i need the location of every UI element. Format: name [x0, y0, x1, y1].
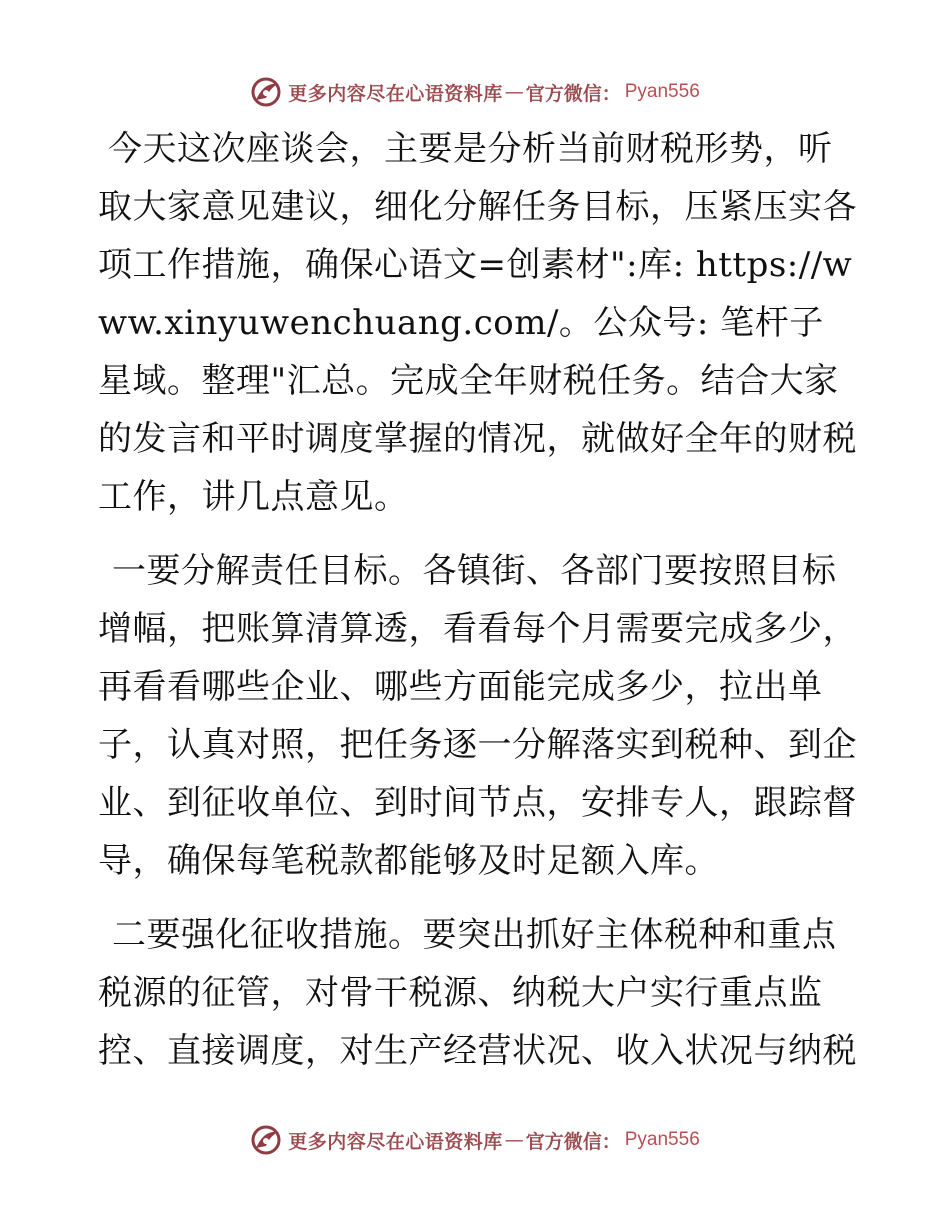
header-banner — [0, 72, 950, 112]
footer-wechat-id: Pyan556 — [624, 1129, 700, 1150]
footer-wechat-label: 官方微信： — [525, 1130, 621, 1153]
brand-logo-icon — [250, 1124, 282, 1156]
paragraph-intro: 今天这次座谈会，主要是分析当前财税形势，听取大家意见建议，细化分解任务目标，压紧压实各项工作措施，确保心语文=创素材":库: https://www.xinyuwenchuang.com/。公众号: 笔杆子星域。整理"汇总。完成全年财税任务。结合大家的发言和平时调度掌握的情况，就做好全年的财税工作，讲几点意见。 — [98, 129, 857, 517]
brand-logo-icon — [250, 76, 282, 108]
header-wechat-id: Pyan556 — [624, 81, 700, 102]
paragraph-point-two: 二要强化征收措施。要突出抓好主体税种和重点税源的征管，对骨干税源、纳税大户实行重点监控、直接调度，对生产经营状况、收入状况与纳税 — [98, 915, 857, 1071]
document-body — [98, 120, 858, 1096]
header-separator: — — [504, 81, 524, 103]
footer-brand-text: 更多内容尽在心语资料库 — [288, 1130, 503, 1153]
header-wechat-label: 官方微信： — [525, 82, 621, 105]
footer-banner — [0, 1120, 950, 1160]
footer-separator: — — [504, 1129, 524, 1151]
header-brand-text: 更多内容尽在心语资料库 — [288, 82, 503, 105]
paragraph-point-one: 一要分解责任目标。各镇街、各部门要按照目标增幅，把账算清算透，看看每个月需要完成多少，再看看哪些企业、哪些方面能完成多少，拉出单子，认真对照，把任务逐一分解落实到税种、到企业、到征收单位、到时间节点，安排专人，跟踪督导，确保每笔税款都能够及时足额入库。 — [98, 551, 857, 881]
